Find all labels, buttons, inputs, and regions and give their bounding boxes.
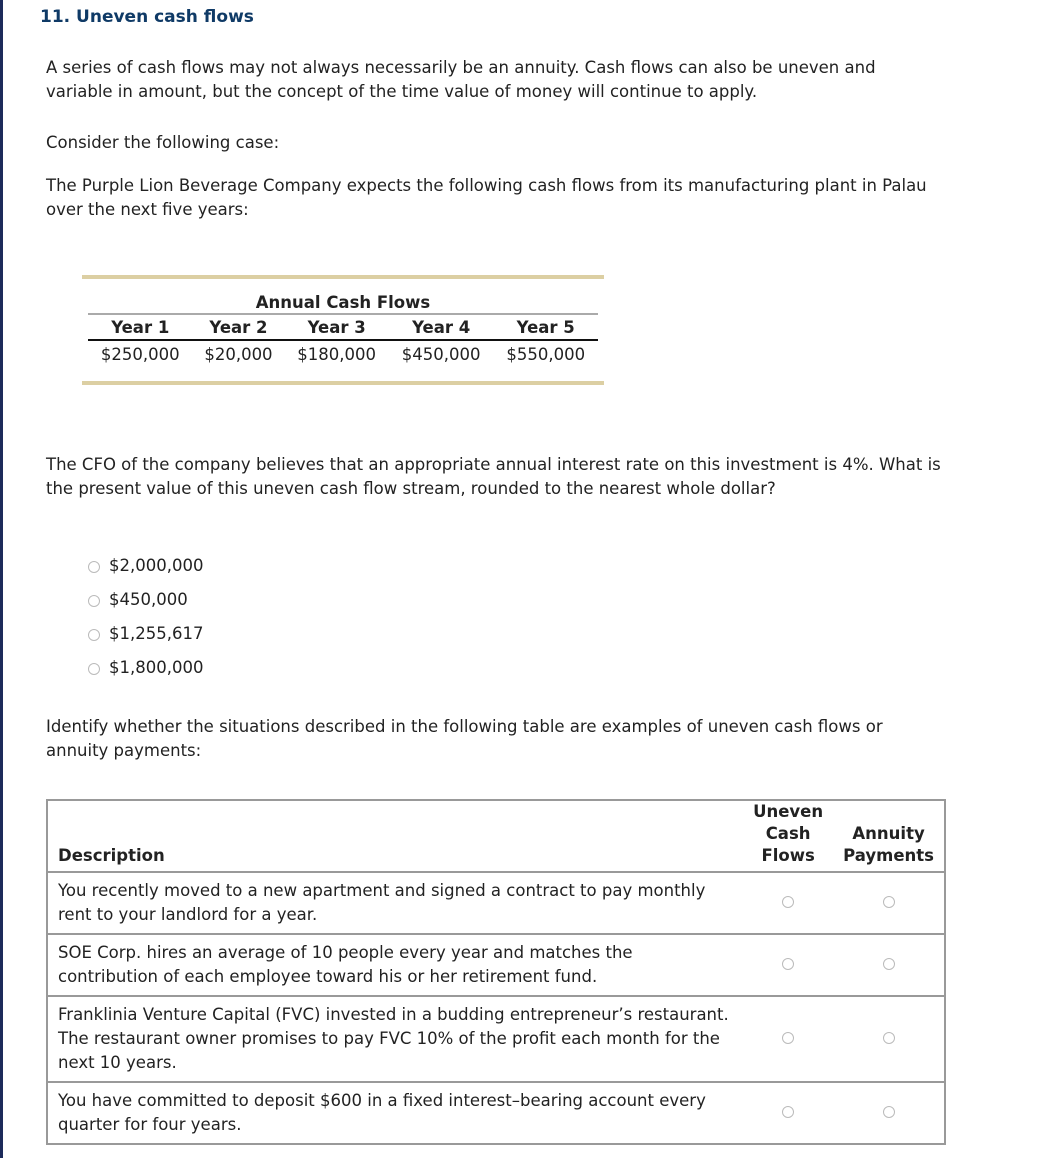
radio-button[interactable] (88, 561, 100, 573)
case-text: The Purple Lion Beverage Company expects the following cash flows from its manufacturing plant in Palau over the next five years: (46, 176, 927, 219)
annuity-radio[interactable] (883, 896, 895, 908)
option-label: $1,255,617 (109, 623, 204, 643)
annual-cash-flows-table (82, 275, 604, 385)
row-description: SOE Corp. hires an average of 10 people every year and matches the contribution of each employee toward his or her retirement fund. (47, 934, 743, 996)
intro-text: A series of cash flows may not always necessarily be an annuity. Cash flows can also be uneven and variable in amount, but the concept of the time value of money will continue to apply. (46, 58, 876, 101)
identify-text: Identify whether the situations described in the following table are examples of uneven cash flows or annuity payments: (46, 717, 883, 760)
cash-flow-value: $550,000 (506, 344, 586, 364)
uneven-radio[interactable] (782, 896, 794, 908)
left-border (0, 0, 3, 1158)
question-title: 11. Uneven cash flows (40, 7, 254, 27)
answer-options (88, 548, 203, 684)
annuity-radio[interactable] (883, 1032, 895, 1044)
row-description: You recently moved to a new apartment and signed a contract to pay monthly rent to your landlord for a year. (47, 872, 743, 934)
answer-option[interactable] (88, 582, 203, 616)
table-row (47, 872, 945, 934)
description-header: Description (47, 800, 743, 872)
option-label: $1,800,000 (109, 657, 204, 677)
annuity-radio[interactable] (883, 1106, 895, 1118)
row-description: You have committed to deposit $600 in a fixed interest–bearing account every quarter for four years. (47, 1082, 743, 1144)
year-header: Year 3 (284, 314, 389, 340)
table-caption: Annual Cash Flows (88, 279, 598, 314)
answer-option[interactable] (88, 616, 203, 650)
cash-flow-value: $450,000 (401, 344, 481, 364)
answer-option[interactable] (88, 650, 203, 684)
year-header: Year 4 (389, 314, 494, 340)
year-header: Year 1 (88, 314, 193, 340)
row-description: Franklinia Venture Capital (FVC) invested in a budding entrepreneur’s restaurant. The restaurant owner promises to pay FVC 10% of the profit each month for the next 10 years. (47, 996, 743, 1082)
annuity-header: Annuity Payments (833, 800, 945, 872)
year-header: Year 5 (493, 314, 598, 340)
table-row (47, 934, 945, 996)
radio-button[interactable] (88, 595, 100, 607)
table-row (47, 996, 945, 1082)
cash-flow-value: $250,000 (100, 344, 180, 364)
uneven-radio[interactable] (782, 958, 794, 970)
cash-flow-value: $180,000 (297, 344, 377, 364)
cash-flow-value: $20,000 (204, 344, 273, 364)
option-label: $2,000,000 (109, 555, 204, 575)
radio-button[interactable] (88, 629, 100, 641)
radio-button[interactable] (88, 663, 100, 675)
annuity-radio[interactable] (883, 958, 895, 970)
uneven-header: Uneven Cash Flows (743, 800, 833, 872)
option-label: $450,000 (109, 589, 188, 609)
uneven-radio[interactable] (782, 1032, 794, 1044)
answer-option[interactable] (88, 548, 203, 582)
table-row (47, 1082, 945, 1144)
question-text: The CFO of the company believes that an appropriate annual interest rate on this investment is 4%. What is the present value of this uneven cash flow stream, rounded to the nearest whole dollar? (46, 455, 941, 498)
year-header: Year 2 (193, 314, 285, 340)
consider-text: Consider the following case: (46, 133, 280, 152)
classification-table (46, 799, 946, 1145)
uneven-radio[interactable] (782, 1106, 794, 1118)
table-bottom-band (82, 381, 604, 385)
